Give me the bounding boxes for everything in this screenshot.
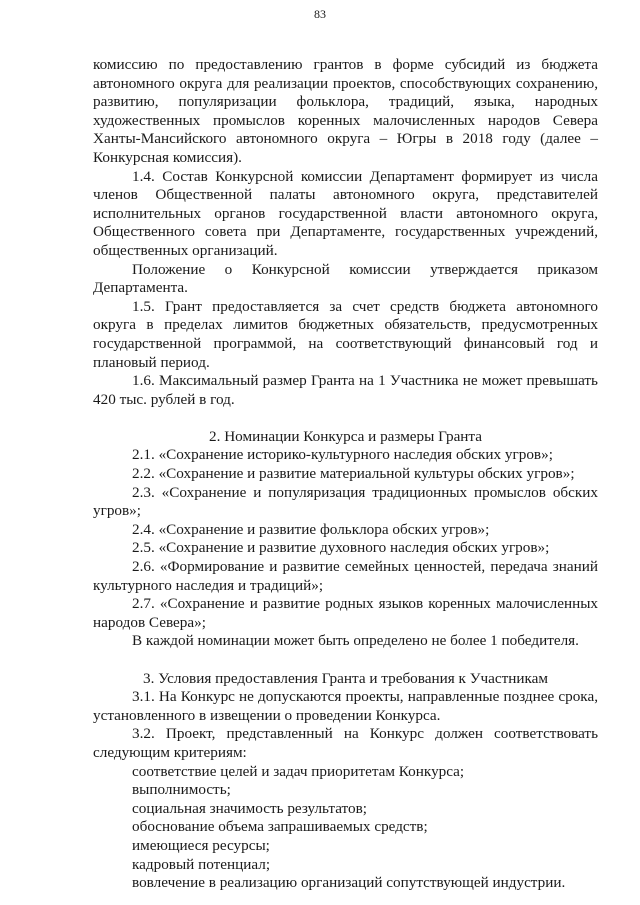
nomination-item: 2.3. «Сохранение и популяризация традиционных промыслов обских угров»; <box>93 483 598 520</box>
criterion-item: социальная значимость результатов; <box>132 799 367 817</box>
paragraph-3-1: 3.1. На Конкурс не допускаются проекты, направленные позднее срока, установленного в извещении о проведении Конкурса. <box>93 688 598 724</box>
paragraph-1-6: 1.6. Максимальный размер Гранта на 1 Участника не может превышать 420 тыс. рублей в год. <box>93 372 598 408</box>
criterion-item: соответствие целей и задач приоритетам Конкурса; <box>132 762 465 780</box>
spacer <box>93 651 598 670</box>
paragraph-commission-regulation: Положение о Конкурсной комиссии утверждается приказом Департамента. <box>93 260 598 297</box>
paragraph-1-5: 1.5. Грант предоставляется за счет средств бюджета автономного округа в пределах лимитов бюджетных обязательств, предусмотренных государственной программой, на соответствующий финансовый год и плановый период. <box>93 297 598 371</box>
section-heading-3: 3. Условия предоставления Гранта и требования к Участникам <box>143 669 548 687</box>
criterion-item: вовлечение в реализацию организаций сопутствующей индустрии. <box>132 874 566 892</box>
paragraph-3-2: 3.2. Проект, представленный на Конкурс должен соответствовать следующим критериям: <box>93 725 598 761</box>
nomination-item: 2.5. «Сохранение и развитие духовного наследия обских угров»; <box>132 539 550 557</box>
nomination-item: 2.1. «Сохранение историко-культурного наследия обских угров»; <box>132 446 553 464</box>
page-number: 83 <box>314 7 326 21</box>
nomination-item: 2.7. «Сохранение и развитие родных языков коренных малочисленных народов Севера»; <box>93 595 598 631</box>
spacer <box>93 409 598 428</box>
nomination-item: 2.2. «Сохранение и развитие материальной культуры обских угров»; <box>132 465 575 483</box>
criterion-item: кадровый потенциал; <box>132 855 271 873</box>
criterion-item: выполнимость; <box>132 781 231 799</box>
nomination-item: 2.4. «Сохранение и развитие фольклора обских угров»; <box>132 520 490 538</box>
nomination-item: 2.6. «Формирование и развитие семейных ценностей, передача знаний культурного наследия и традиций»; <box>93 558 598 594</box>
paragraph-1-4: 1.4. Состав Конкурсной комиссии Департамент формирует из числа членов Общественной палаты автономного округа, представителей исполнительных органов государственной власти автономного округа, Общественного совета при Департаменте, государственных учреждений, общественных организаций. <box>93 167 598 259</box>
section-heading-2: 2. Номинации Конкурса и размеры Гранта <box>209 427 482 445</box>
nomination-winner-limit: В каждой номинации может быть определено не более 1 победителя. <box>132 632 579 650</box>
document-body <box>93 56 598 893</box>
criterion-item: имеющиеся ресурсы; <box>132 836 270 854</box>
criterion-item: обоснование объема запрашиваемых средств; <box>132 818 428 836</box>
paragraph-commission-definition: комиссию по предоставлению грантов в форме субсидий из бюджета автономного округа для реализации проектов, способствующих сохранению, развитию, популяризации фольклора, традиций, языка, народных художественных промыслов коренных малочисленных народов Севера Ханты-Мансийского автономного округа – Югры в 2018 году (далее – Конкурсная комиссия). <box>93 56 598 166</box>
